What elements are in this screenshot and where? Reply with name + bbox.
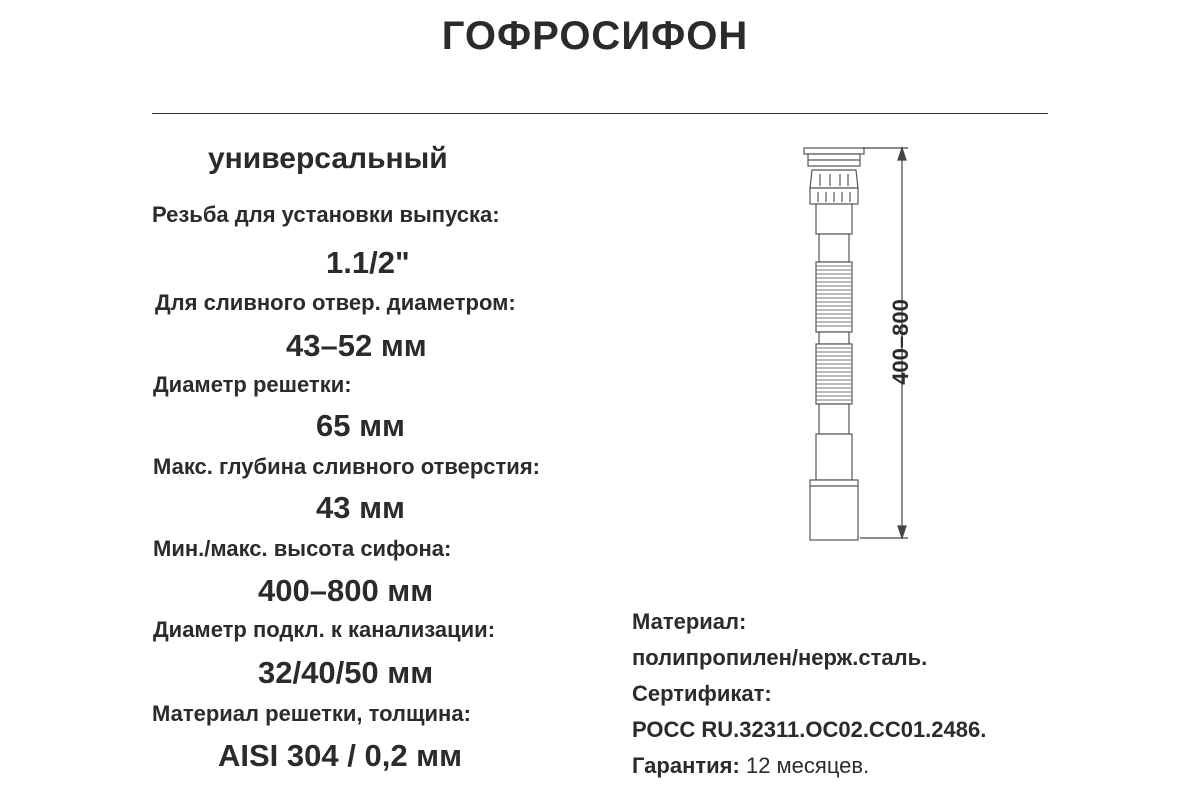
spec-value: AISI 304 / 0,2 мм (218, 738, 463, 773)
warranty-line (632, 753, 869, 779)
dimension-label-text: 400–800 (887, 299, 913, 385)
spec-label: Мин./макс. высота сифона: (153, 536, 452, 561)
spec-label: Резьба для установки выпуска: (152, 202, 500, 227)
spec-value: 32/40/50 мм (258, 655, 434, 690)
spec-value: 43–52 мм (286, 328, 427, 363)
material-label: Материал: (632, 609, 747, 634)
warranty-label: Гарантия: (632, 753, 740, 778)
warranty-value: 12 месяцев. (745, 753, 870, 778)
spec-value: 1.1/2" (326, 245, 410, 280)
certificate-value: РОСС RU.32311.ОС02.СС01.2486. (632, 717, 987, 742)
spec-value: 65 мм (316, 408, 405, 443)
title-divider (152, 113, 1048, 114)
product-subtitle: универсальный (208, 142, 448, 175)
dimension-label (882, 282, 922, 402)
spec-label: Макс. глубина сливного отверстия: (153, 454, 540, 479)
spec-label: Для сливного отвер. диаметром: (155, 290, 516, 315)
certificate-label: Сертификат: (632, 681, 772, 706)
spec-label: Диаметр решетки: (153, 372, 352, 397)
page-title: ГОФРОСИФОН (441, 14, 749, 58)
spec-value: 400–800 мм (258, 573, 434, 608)
spec-label: Диаметр подкл. к канализации: (153, 617, 496, 642)
spec-label: Материал решетки, толщина: (152, 701, 471, 726)
spec-value: 43 мм (316, 490, 405, 525)
material-value: полипропилен/нерж.сталь. (632, 645, 928, 670)
